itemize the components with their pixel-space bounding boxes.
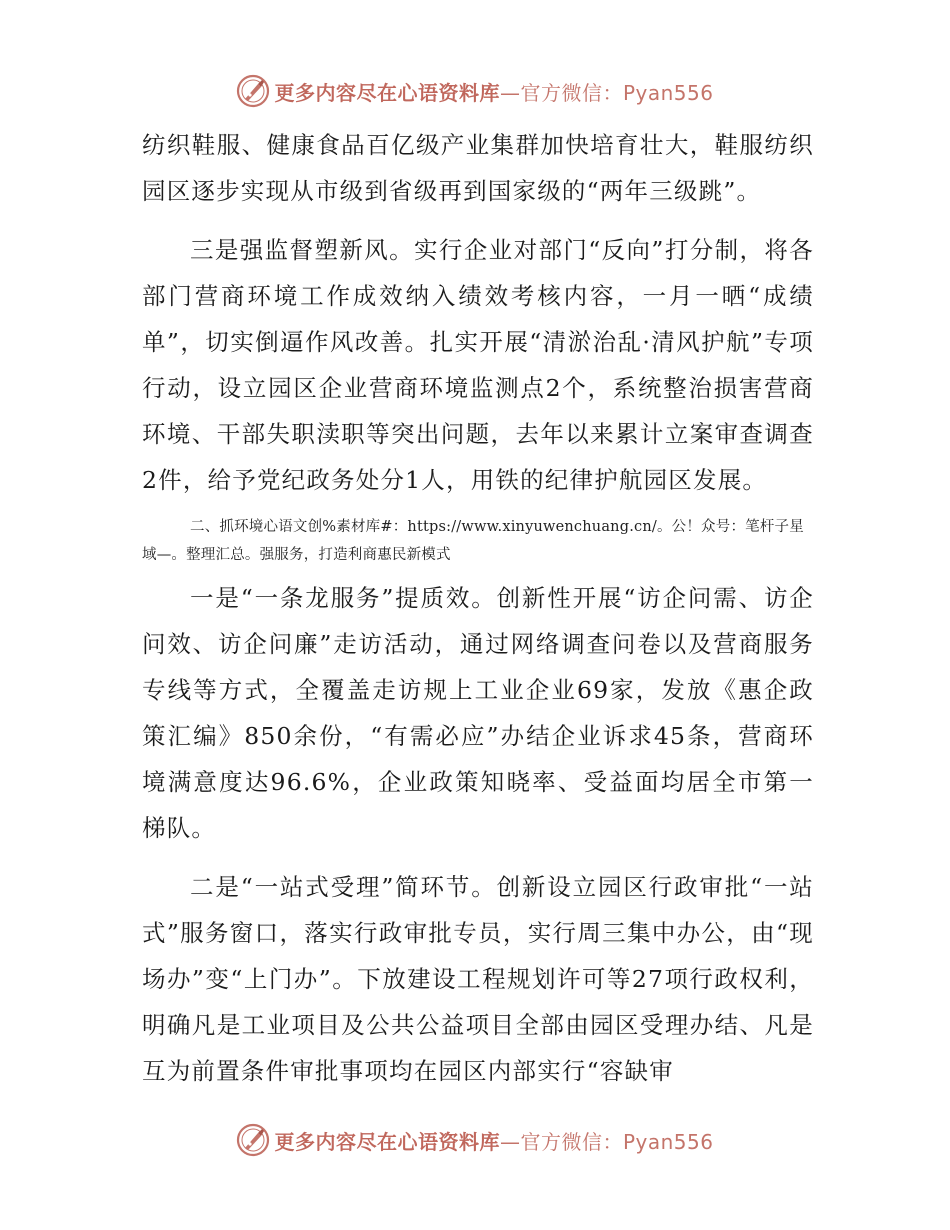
banner-text — [274, 1126, 713, 1155]
section-heading: 二、抓环境心语文创%素材库#：https://www.xinyuwenchuang.cn/。公！众号：笔杆子星域—。整理汇总。强服务，打造利商惠民新模式 — [142, 519, 804, 563]
header-banner — [0, 69, 950, 113]
footer-banner — [0, 1118, 950, 1162]
banner-dash: — — [499, 80, 521, 105]
paragraph-one-stop-acceptance: 二是“一站式受理”简环节。创新设立园区行政审批“一站式”服务窗口，落实行政审批专员，实行周三集中办公，由“现场办”变“上门办”。下放建设工程规划许可等27项行政权利，明确凡是工业项目及公共公益项目全部由园区受理办结、凡是互为前置条件审批事项均在园区内部实行“容缺审 — [142, 873, 814, 1085]
banner-dash: — — [499, 1129, 521, 1154]
banner-contact: 官方微信：Pyan556 — [520, 1129, 714, 1154]
pen-nib-logo-icon — [236, 74, 270, 108]
paragraph-supervision: 三是强监督塑新风。实行企业对部门“反向”打分制，将各部门营商环境工作成效纳入绩效考核内容，一月一晒“成绩单”，切实倒逼作风改善。扎实开展“清淤治乱·清风护航”专项行动，设立园区企业营商环境监测点2个，系统整治损害营商环境、干部失职渎职等突出问题，去年以来累计立案审查调查2件，给予党纪政务处分1人，用铁的纪律护航园区发展。 — [142, 236, 814, 494]
banner-brand: 更多内容尽在心语资料库 — [274, 80, 500, 105]
banner-text — [274, 77, 713, 106]
pen-nib-logo-icon — [236, 1123, 270, 1157]
header-banner-content — [236, 74, 713, 108]
footer-banner-content — [236, 1123, 713, 1157]
document-body — [142, 122, 814, 1094]
banner-contact: 官方微信：Pyan556 — [520, 80, 714, 105]
paragraph-continuation: 纺织鞋服、健康食品百亿级产业集群加快培育壮大，鞋服纺织园区逐步实现从市级到省级再到国家级的“两年三级跳”。 — [142, 131, 814, 205]
banner-brand: 更多内容尽在心语资料库 — [274, 1129, 500, 1154]
paragraph-one-stop-dragon-service: 一是“一条龙服务”提质效。创新性开展“访企问需、访企问效、访企问廉”走访活动，通过网络调查问卷以及营商服务专线等方式，全覆盖走访规上工业企业69家，发放《惠企政策汇编》850余份，“有需必应”办结企业诉求45条，营商环境满意度达96.6%，企业政策知晓率、受益面均居全市第一梯队。 — [142, 584, 814, 842]
